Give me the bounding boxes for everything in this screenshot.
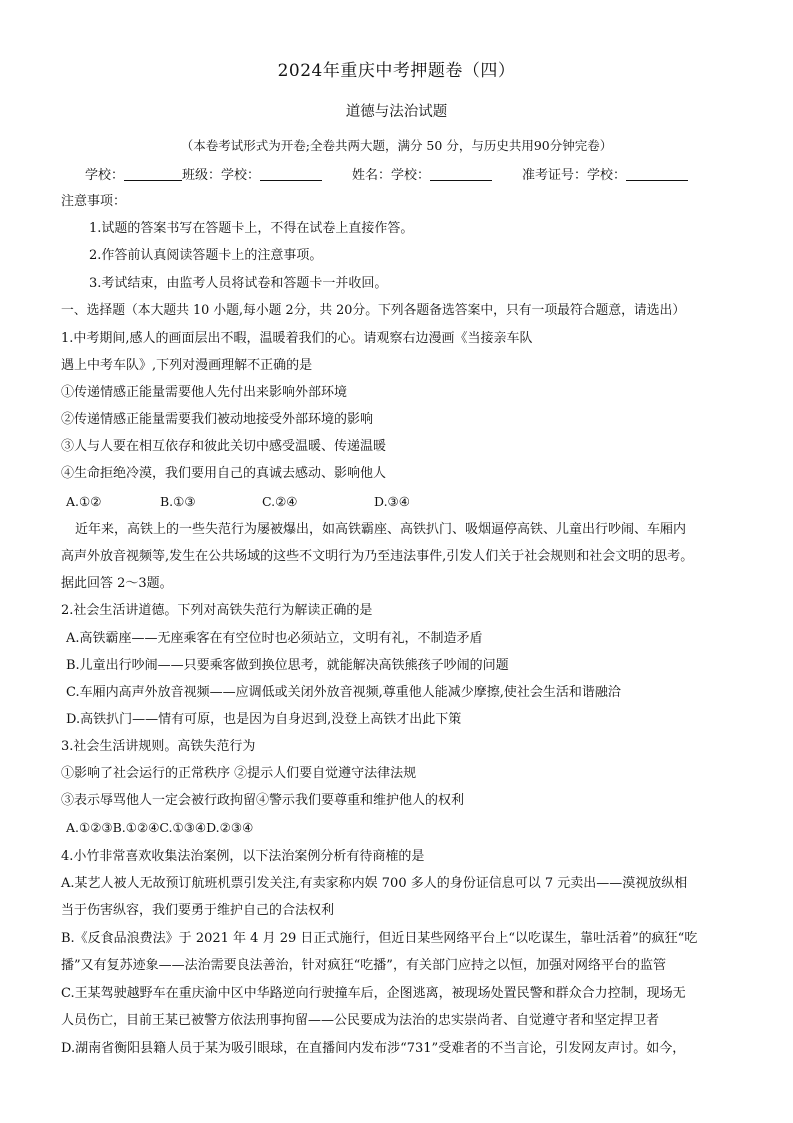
school-fill-line[interactable] — [124, 168, 182, 181]
q2-option-d[interactable]: D.高铁扒门——情有可原，也是因为自身迟到,没登上高铁才出此下策 — [66, 712, 462, 727]
q1-option-c[interactable]: C.②④ — [262, 494, 298, 509]
exam-title: 2024年重庆中考押题卷（四） — [277, 61, 516, 81]
name-fill-line[interactable] — [430, 168, 492, 181]
school-label: 学校： — [85, 168, 125, 183]
q1-options — [66, 496, 410, 509]
q4-option-c[interactable]: C.王某驾驶越野车在重庆渝中区中华路逆向行驶撞车后，企图逃离，被现场处置民警和群众合力控制，现场无 — [61, 986, 686, 1001]
ticket-label: 准考证号：学校： — [522, 168, 627, 183]
q3-statements: ①影响了社会运行的正常秩序 ②提示人们要自觉遵守法律法规 — [61, 766, 417, 781]
q2-option-a[interactable]: A.高铁霸座——无座乘客在有空位时也必须站立，文明有礼，不制造矛盾 — [66, 631, 483, 646]
section-heading: 一、选择题（本大题共 10 小题,每小题 2分，共 20分。下列各题备选答案中，只有一项最符合题意，请选出） — [61, 303, 686, 318]
notice-item: 3.考试结束，由监考人员将试卷和答题卡一并收回。 — [89, 276, 388, 291]
q4-option-b[interactable]: B.《反食品浪费法》于 2021 年 4 月 29 日正式施行，但近日某些网络平台上“以吃谋生，靠吐活着”的疯狂“吃 — [61, 931, 698, 946]
q3-options[interactable]: A.①②③B.①②④C.①③④D.②③④ — [66, 820, 254, 835]
q1-statement: ②传递情感正能量需要我们被动地接受外部环境的影响 — [61, 412, 374, 427]
q1-statement: ③人与人要在相互依存和彼此关切中感受温暖、传递温暖 — [61, 439, 387, 454]
notice-heading: 注意事项： — [61, 194, 127, 209]
q3-stem: 3.社会生活讲规则。高铁失范行为 — [61, 739, 256, 754]
q3-statements: ③表示辱骂他人一定会被行政拘留④警示我们要尊重和维护他人的权利 — [61, 793, 465, 808]
q4-option-a-cont: 当于伤害纵容，我们要勇于维护自己的合法权利 — [61, 903, 335, 918]
class-fill-line[interactable] — [260, 168, 322, 181]
notice-item: 1.试题的答案书写在答题卡上，不得在试卷上直接作答。 — [89, 221, 414, 236]
q2-option-c[interactable]: C.车厢内高声外放音视频——应调低或关闭外放音视频,尊重他人能减少摩擦,使社会生活和谐融洽 — [66, 685, 621, 700]
q1-option-b[interactable]: B.①③ — [160, 494, 196, 509]
name-label: 姓名：学校： — [352, 168, 431, 183]
q4-stem: 4.小竹非常喜欢收集法治案例，以下法治案例分析有待商榷的是 — [61, 849, 425, 864]
q2-option-b[interactable]: B.儿童出行吵闹——只要乘客做到换位思考，就能解决高铁熊孩子吵闹的问题 — [66, 658, 509, 673]
q1-option-a[interactable]: A.①② — [66, 494, 102, 509]
notice-item: 2.作答前认真阅读答题卡上的注意事项。 — [89, 248, 323, 263]
passage-line: 高声外放音视频等,发生在公共场域的这些不文明行为乃至违法事件,引发人们关于社会规则和社会文明的思考。 — [61, 549, 694, 564]
exam-subtitle: 道德与法治试题 — [345, 104, 448, 120]
q4-option-d[interactable]: D.湖南省衡阳县籍人员于某为吸引眼球，在直播间内发布涉“731”受难者的不当言论，引发网友声讨。如今， — [61, 1041, 686, 1056]
q1-stem-line1: 1.中考期间,感人的画面层出不暇，温暖着我们的心。请观察右边漫画《当接亲车队 — [61, 331, 533, 346]
class-label: 班级：学校： — [182, 168, 261, 183]
q1-statement: ①传递情感正能量需要他人先付出来影响外部环境 — [61, 385, 348, 400]
q1-statement: ④生命拒绝冷漠，我们要用自己的真诚去感动、影响他人 — [61, 466, 387, 481]
passage-line: 据此回答 2～3题。 — [61, 576, 173, 591]
exam-note: （本卷考试形式为开卷;全卷共两大题，满分 50 分，与历史共用90分钟完卷） — [180, 138, 613, 153]
q4-option-c-cont: 人员伤亡，目前王某已被警方依法刑事拘留——公民要成为法治的忠实崇尚者、自觉遵守者和坚定捍卫者 — [61, 1013, 660, 1028]
passage-line: 近年来，高铁上的一些失范行为屡被爆出，如高铁霸座、高铁扒门、吸烟逼停高铁、儿童出行吵闹、车厢内 — [75, 522, 687, 537]
q2-stem: 2.社会生活讲道德。下列对高铁失范行为解读正确的是 — [61, 603, 373, 618]
ticket-fill-line[interactable] — [626, 168, 688, 181]
q1-option-d[interactable]: D.③④ — [374, 494, 410, 509]
q4-option-b-cont: 播”又有复苏迹象——法治需要良法善治，针对疯狂“吃播”，有关部门应持之以恒，加强对网络平台的监管 — [61, 958, 666, 973]
info-fields-row — [85, 168, 688, 182]
q4-option-a[interactable]: A.某艺人被人无故预订航班机票引发关注,有卖家称内娱 700 多人的身份证信息可以 7 元卖出——漠视放纵相 — [61, 876, 688, 891]
q1-stem-line2: 遇上中考车队》,下列对漫画理解不正确的是 — [61, 358, 313, 373]
